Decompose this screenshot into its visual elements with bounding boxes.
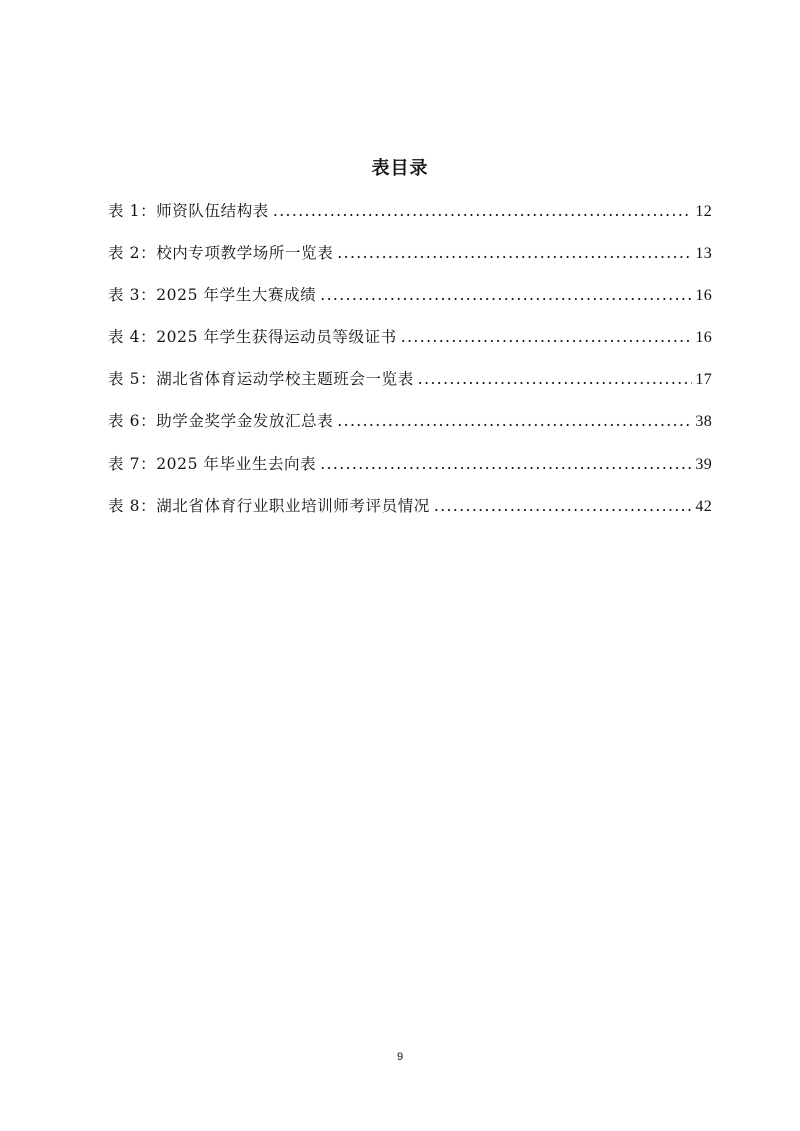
toc-entry-label: 表 8：湖北省体育行业职业培训师考评员情况	[108, 496, 430, 515]
toc-entry-page: 42	[695, 497, 712, 515]
toc-dot-leader	[337, 412, 692, 430]
toc-entry-label: 表 6：助学金奖学金发放汇总表	[108, 412, 334, 431]
toc-entry-label: 表 3：2025 年学生大赛成绩	[108, 286, 317, 305]
toc-entry[interactable]	[108, 283, 712, 325]
toc-dot-leader	[401, 328, 693, 346]
toc-entry[interactable]	[108, 494, 712, 536]
toc-entry[interactable]	[108, 199, 712, 241]
toc-entry[interactable]	[108, 452, 712, 494]
toc-entry[interactable]	[108, 367, 712, 409]
toc-entry-page: 39	[695, 455, 712, 473]
toc-entry[interactable]	[108, 325, 712, 367]
toc-entry-label: 表 7：2025 年毕业生去向表	[108, 454, 317, 473]
toc-entry-label: 表 5：湖北省体育运动学校主题班会一览表	[108, 370, 414, 389]
toc-entry[interactable]	[108, 241, 712, 283]
toc-entry-page: 12	[695, 203, 712, 220]
toc-dot-leader	[418, 370, 693, 388]
toc-dot-leader	[273, 202, 693, 220]
toc-entry[interactable]	[108, 409, 712, 451]
toc-entry-label: 表 4：2025 年学生获得运动员等级证书	[108, 328, 397, 347]
toc-entry-page: 17	[695, 371, 712, 389]
toc-entry-page: 38	[695, 413, 712, 431]
toc-dot-leader	[320, 455, 692, 473]
toc-entry-label: 表 1：师资队伍结构表	[108, 202, 269, 220]
table-of-contents	[108, 199, 712, 536]
toc-dot-leader	[320, 286, 692, 304]
toc-entry-page: 13	[695, 245, 712, 263]
toc-entry-label: 表 2：校内专项教学场所一览表	[108, 244, 334, 263]
toc-dot-leader	[434, 497, 693, 515]
page-number: 9	[396, 1051, 404, 1063]
toc-entry-page: 16	[695, 329, 712, 347]
toc-title: 表目录	[371, 158, 429, 179]
toc-entry-page: 16	[695, 287, 712, 305]
toc-dot-leader	[337, 244, 692, 262]
